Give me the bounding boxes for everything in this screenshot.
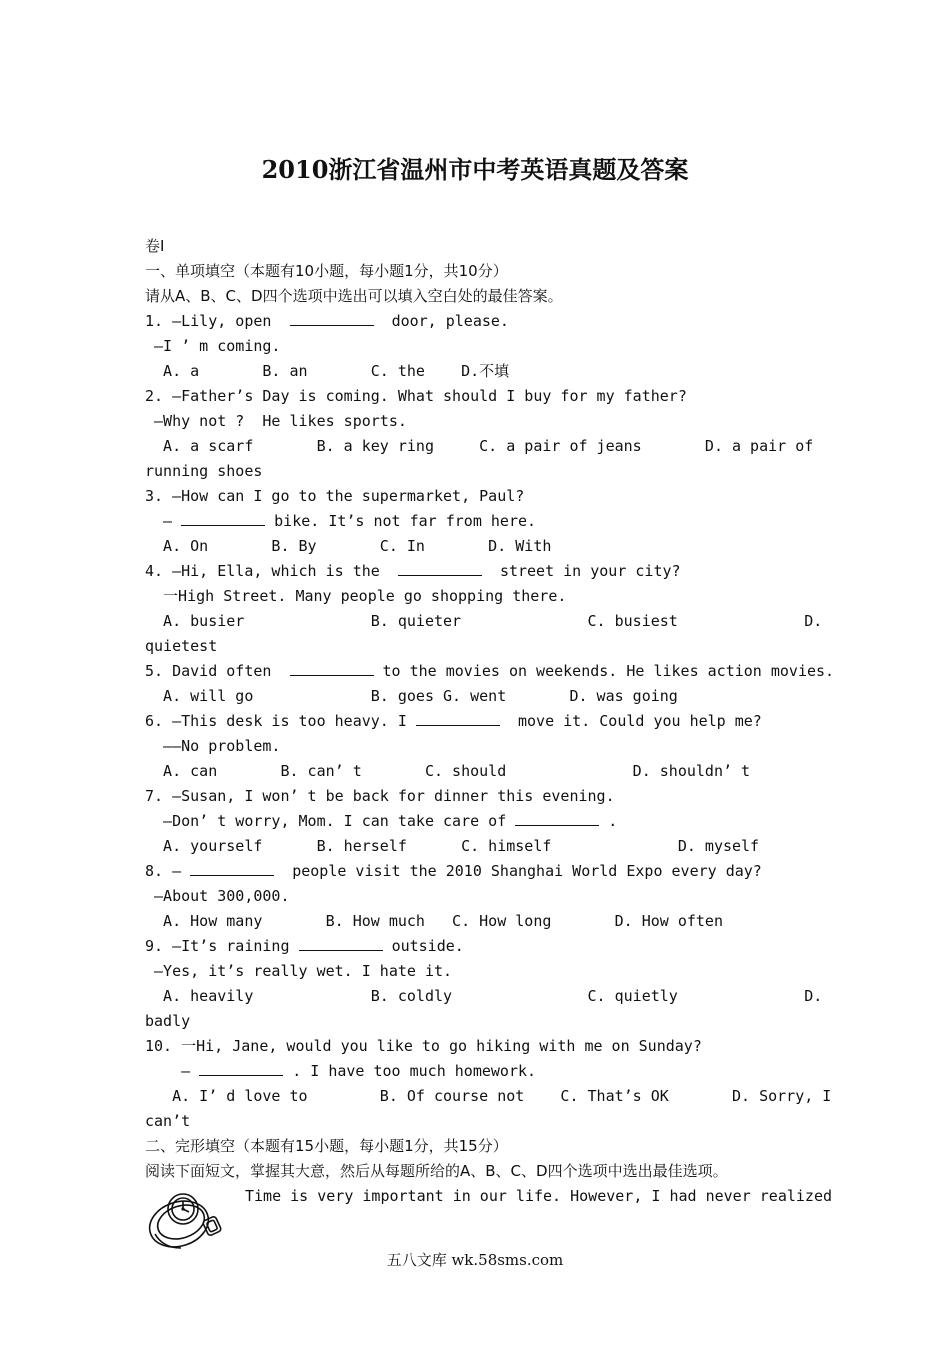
section2-heading: 二、完形填空（本题有15小题，每小题1分，共15分） <box>145 1137 508 1155</box>
question-5-options: A. will go B. goes G. went D. was going <box>145 687 678 705</box>
question-10-text-b: . I have too much homework. <box>292 1062 537 1080</box>
question-2-options-cont: running shoes <box>145 462 263 480</box>
question-6-reply: ——No problem. <box>145 737 281 755</box>
question-3-stem: 3. —How can I go to the supermarket, Paul? <box>145 487 525 505</box>
question-7-options: A. yourself B. herself C. himself D. myself <box>145 837 760 855</box>
answer-blank <box>181 511 265 526</box>
question-3-text-a: — <box>145 512 173 530</box>
question-2-options: A. a scarf B. a key ring C. a pair of jeans D. a pair of <box>145 437 814 455</box>
question-10-text-a: — <box>145 1062 191 1080</box>
answer-blank <box>190 861 274 876</box>
question-1-stem <box>145 311 509 331</box>
question-7-text-a: —Don’ t worry, Mom. I can take care of <box>145 812 507 830</box>
question-9-options-cont: badly <box>145 1012 191 1030</box>
question-8-options: A. How many B. How much C. How long D. How often <box>145 912 723 930</box>
question-9-text-b: outside. <box>391 937 464 955</box>
question-10-stem: 10. 一Hi, Jane, would you like to go hiking with me on Sunday? <box>145 1037 702 1055</box>
question-9-stem <box>145 936 464 956</box>
passage-first-line: Time is very important in our life. However, I had never realized <box>245 1187 832 1205</box>
question-1-reply: —I ’ m coming. <box>145 337 281 355</box>
question-2-stem: 2. —Father’s Day is coming. What should I buy for my father? <box>145 387 687 405</box>
question-7-stem: 7. —Susan, I won’ t be back for dinner this evening. <box>145 787 615 805</box>
question-4-reply: 一High Street. Many people go shopping there. <box>145 587 567 605</box>
section1-instruction: 请从A、B、C、D四个选项中选出可以填入空白处的最佳答案。 <box>145 287 563 305</box>
question-4-options-cont: quietest <box>145 637 218 655</box>
question-8-reply: —About 300,000. <box>145 887 290 905</box>
question-8-stem <box>145 861 762 881</box>
answer-blank <box>515 811 599 826</box>
question-7-text-b: . <box>608 812 618 830</box>
question-2-reply: —Why not ? He likes sports. <box>145 412 407 430</box>
question-10-reply <box>145 1061 536 1081</box>
question-3-text-b: bike. It’s not far from here. <box>274 512 537 530</box>
question-1-text-a: 1. —Lily, open <box>145 312 272 330</box>
answer-blank <box>416 711 500 726</box>
answer-blank <box>199 1061 283 1076</box>
question-6-text-a: 6. —This desk is too heavy. I <box>145 712 407 730</box>
question-4-text-a: 4. —Hi, Ella, which is the <box>145 562 380 580</box>
question-1-text-b: door, please. <box>391 312 509 330</box>
question-5-text-b: to the movies on weekends. He likes action movies. <box>382 662 835 680</box>
question-4-options: A. busier B. quieter C. busiest D. <box>145 612 823 630</box>
question-9-options: A. heavily B. coldly C. quietly D. <box>145 987 823 1005</box>
question-10-options: A. I’ d love to B. Of course not C. That’s OK D. Sorry, I <box>145 1087 832 1105</box>
section1-heading: 一、单项填空（本题有10小题，每小题1分，共10分） <box>145 262 508 280</box>
document-title: 2010浙江省温州市中考英语真题及答案 <box>261 155 689 184</box>
question-5-stem <box>145 661 834 681</box>
question-5-text-a: 5. David often <box>145 662 272 680</box>
answer-blank <box>299 936 383 951</box>
wristwatch-illustration <box>145 1188 227 1254</box>
answer-blank <box>290 311 374 326</box>
question-6-options: A. can B. can’ t C. should D. shouldn’ t <box>145 762 751 780</box>
question-1-options: A. a B. an C. the D.不填 <box>145 362 510 380</box>
question-9-text-a: 9. —It’s raining <box>145 937 290 955</box>
question-4-stem <box>145 561 681 581</box>
question-6-text-b: move it. Could you help me? <box>518 712 762 730</box>
question-9-reply: —Yes, it’s really wet. I hate it. <box>145 962 453 980</box>
paper-section-label: 卷Ⅰ <box>145 237 165 255</box>
answer-blank <box>290 661 374 676</box>
question-3-options: A. On B. By C. In D. With <box>145 537 552 555</box>
question-7-reply <box>145 811 617 831</box>
question-8-text-a: 8. — <box>145 862 182 880</box>
section2-instruction: 阅读下面短文，掌握其大意，然后从每题所给的A、B、C、D四个选项中选出最佳选项。 <box>145 1162 728 1180</box>
question-10-options-cont: can’t <box>145 1112 191 1130</box>
footer-watermark: 五八文库 wk.58sms.com <box>386 1251 564 1269</box>
question-6-stem <box>145 711 762 731</box>
answer-blank <box>398 561 482 576</box>
question-3-reply <box>145 511 536 531</box>
question-8-text-b: people visit the 2010 Shanghai World Expo every day? <box>292 862 762 880</box>
question-4-text-b: street in your city? <box>499 562 681 580</box>
